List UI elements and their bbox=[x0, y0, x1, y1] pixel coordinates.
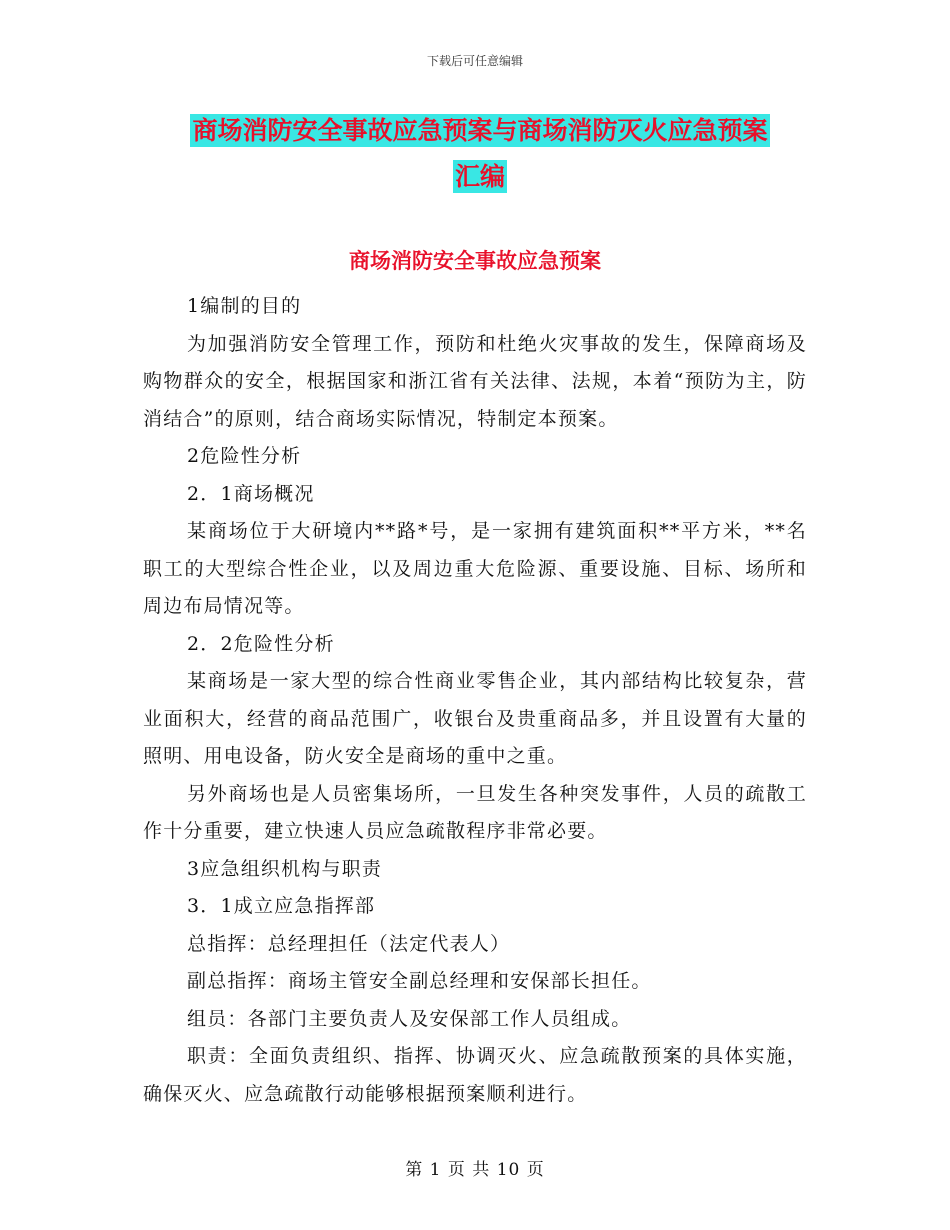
paragraph: 某商场位于大研境内**路*号，是一家拥有建筑面积**平方米，**名职工的大型综合性企业，以及周边重大危险源、重要设施、目标、场所和周边布局情况等。 bbox=[143, 520, 807, 617]
document-body bbox=[143, 288, 807, 1113]
paragraph: 为加强消防安全管理工作，预防和杜绝火灾事故的发生，保障商场及购物群众的安全，根据国家和浙江省有关法律、法规，本着“预防为主，防消结合”的原则，结合商场实际情况，特制定本预案。 bbox=[143, 332, 807, 430]
paragraph: 1编制的目的 bbox=[187, 295, 302, 317]
paragraph: 2危险性分析 bbox=[187, 445, 302, 467]
paragraph: 3应急组织机构与职责 bbox=[187, 857, 383, 880]
section-title: 商场消防安全事故应急预案 bbox=[349, 249, 601, 273]
main-title-line-1: 商场消防安全事故应急预案与商场消防灭火应急预案 bbox=[192, 116, 768, 145]
paragraph: 组员：各部门主要负责人及安保部工作人员组成。 bbox=[187, 1007, 632, 1030]
main-title-line-2: 汇编 bbox=[454, 162, 505, 191]
paragraph: 总指挥：总经理担任（法定代表人） bbox=[187, 932, 511, 955]
paragraph: 2．1商场概况 bbox=[187, 482, 315, 505]
page-footer: 第 1 页 共 10 页 bbox=[405, 1160, 545, 1180]
paragraph: 2．2危险性分析 bbox=[187, 632, 335, 655]
paragraph: 另外商场也是人员密集场所，一旦发生各种突发事件，人员的疏散工作十分重要，建立快速人员应急疏散程序非常必要。 bbox=[143, 782, 807, 842]
paragraph: 3．1成立应急指挥部 bbox=[187, 895, 376, 917]
paragraph: 职责：全面负责组织、指挥、协调灭火、应急疏散预案的具体实施，确保灭火、应急疏散行动能够根据预案顺利进行。 bbox=[143, 1045, 807, 1105]
paragraph: 副总指挥：商场主管安全副总经理和安保部长担任。 bbox=[187, 970, 652, 992]
main-title bbox=[150, 108, 810, 200]
paragraph: 某商场是一家大型的综合性商业零售企业，其内部结构比较复杂，营业面积大，经营的商品范围广，收银台及贵重商品多，并且设置有大量的照明、用电设备，防火安全是商场的重中之重。 bbox=[143, 670, 807, 767]
header-note: 下载后可任意编辑 bbox=[426, 54, 523, 68]
